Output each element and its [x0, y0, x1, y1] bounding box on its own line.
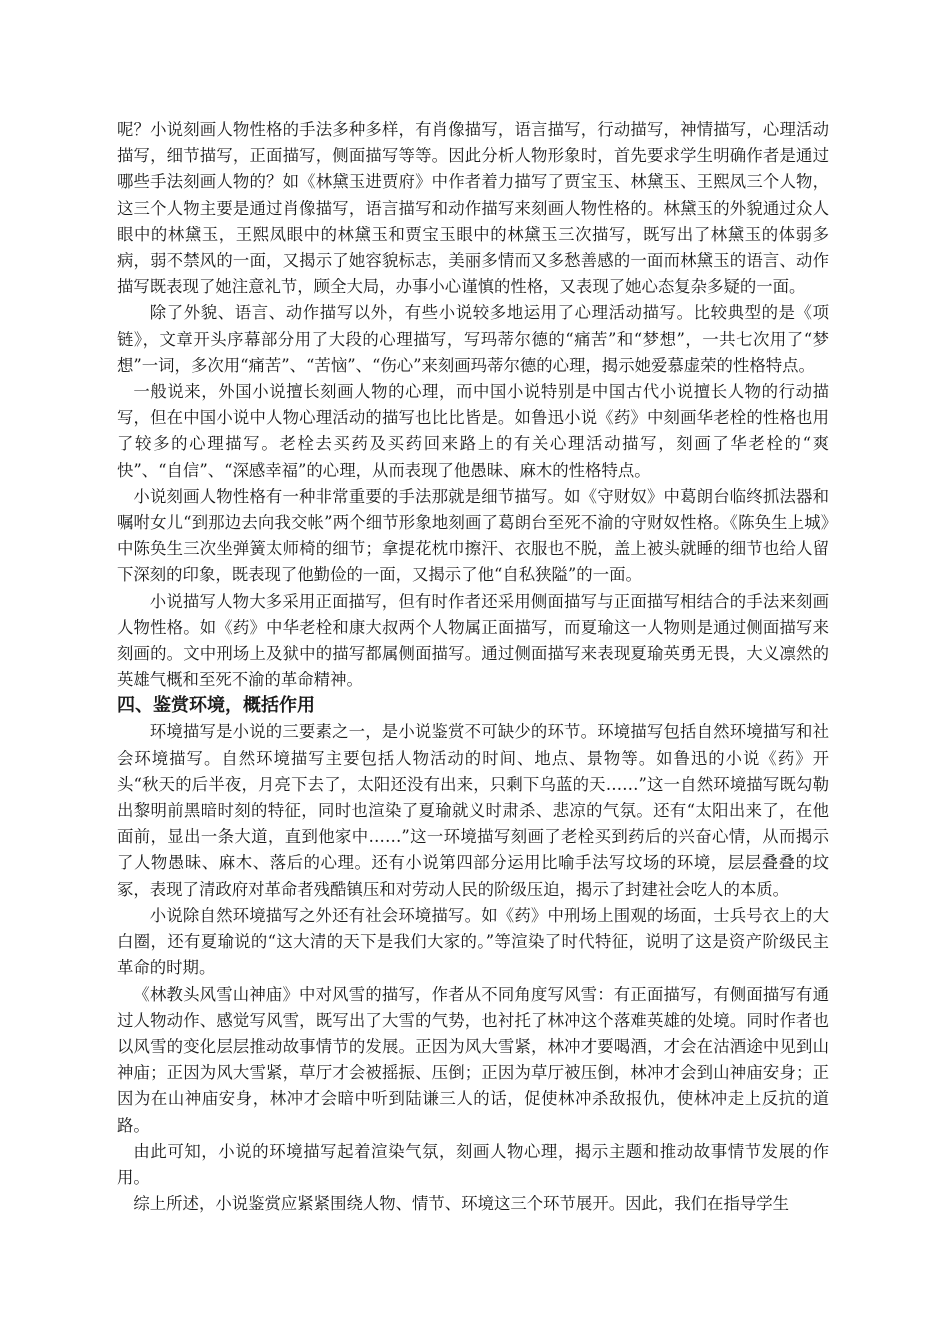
paragraph-social-environment: 小说除自然环境描写之外还有社会环境描写。如《药》中刑场上围观的场面，士兵号衣上的大白圈，还有夏瑜说的“这大清的天下是我们大家的。”等渲染了时代特征，说明了这是资产阶级民主革命的时期。 [117, 905, 829, 978]
paragraph-side-description: 小说描写人物大多采用正面描写，但有时作者还采用侧面描写与正面描写相结合的手法来刻画人物性格。如《药》中华老栓和康大叔两个人物属正面描写，而夏瑜这一人物则是通过侧面描写来刻画的。文中刑场上及狱中的描写都属侧面描写。通过侧面描写来表现夏瑜英勇无畏，大义凛然的英雄气概和至死不渝的革命精神。 [117, 591, 829, 690]
paragraph-psychology: 除了外貌、语言、动作描写以外，有些小说较多地运用了心理活动描写。比较典型的是《项链》，文章开头序幕部分用了大段的心理描写，写玛蒂尔德的“痛苦”和“梦想”，一共七次用了“梦想”一词，多次用“痛苦”、“苦恼”、“伤心”来刻画玛蒂尔德的心理，揭示她爱慕虚荣的性格特点。 [117, 303, 829, 375]
document-page [117, 117, 829, 1217]
paragraph-snow-description: 《林教头风雪山神庙》中对风雪的描写，作者从不同角度写风雪：有正面描写，有侧面描写有通过人物动作、感觉写风雪，既写出了大雪的气势，也衬托了林冲这个落难英雄的处境。同时作者也以风雪的变化层层推动故事情节的发展。正因为风大雪紧，林冲才要喝酒，才会在沽酒途中见到山神庙；正因为风大雪紧，草厅才会被摇振、压倒；正因为草厅被压倒，林冲才会到山神庙安身；正因为在山神庙安身，林冲才会暗中听到陆谦三人的话，促使林冲杀敌报仇，使林冲走上反抗的道路。 [117, 984, 829, 1135]
paragraph-foreign-vs-chinese: 一般说来，外国小说擅长刻画人物的心理，而中国小说特别是中国古代小说擅长人物的行动描写，但在中国小说中人物心理活动的描写也比比皆是。如鲁迅小说《药》中刻画华老栓的性格也用了较多的心理描写。老栓去买药及买药回来路上的有关心理活动描写，刻画了华老栓的“爽快”、“自信”、“深感幸福”的心理，从而表现了他愚昧、麻木的性格特点。 [117, 382, 829, 480]
paragraph-conclusion: 由此可知，小说的环境描写起着渲染气氛，刻画人物心理，揭示主题和推动故事情节发展的作用。 [117, 1141, 829, 1187]
paragraph-detail-description: 小说刻画人物性格有一种非常重要的手法那就是细节描写。如《守财奴》中葛朗台临终抓法器和嘱咐女儿“到那边去向我交帐”两个细节形象地刻画了葛朗台至死不渝的守财奴性格。《陈奂生上城》中陈奂生三次坐弹簧太师椅的细节；拿提花枕巾擦汗、衣服也不脱，盖上被头就睡的细节也给人留下深刻的印象，既表现了他勤俭的一面，又揭示了他“自私狭隘”的一面。 [117, 486, 829, 585]
paragraph-character-methods: 呢？小说刻画人物性格的手法多种多样，有肖像描写，语言描写，行动描写，神情描写，心理活动描写，细节描写，正面描写，侧面描写等等。因此分析人物形象时，首先要求学生明确作者是通过哪些手法刻画人物的？如《林黛玉进贾府》中作者着力描写了贾宝玉、林黛玉、王熙凤三个人物，这三个人物主要是通过肖像描写，语言描写和动作描写来刻画人物性格的。林黛玉的外貌通过众人眼中的林黛玉，王熙凤眼中的林黛玉和贾宝玉眼中的林黛玉三次描写，既写出了林黛玉的体弱多病，弱不禁风的一面，又揭示了她容貌标志，美丽多情而又多愁善感的一面而林黛玉的语言、动作描写既表现了她注意礼节，顾全大局，办事小心谨慎的性格，又表现了她心态复杂多疑的一面。 [117, 120, 829, 297]
section-heading: 四、鉴赏环境，概括作用 [117, 695, 315, 717]
paragraph-summary: 综上所述，小说鉴赏应紧紧围绕人物、情节、环境这三个环节展开。因此，我们在指导学生 [133, 1194, 790, 1214]
paragraph-environment: 环境描写是小说的三要素之一，是小说鉴赏不可缺少的环节。环境描写包括自然环境描写和社会环境描写。自然环境描写主要包括人物活动的时间、地点、景物等。如鲁迅的小说《药》开头“秋天的后半夜，月亮下去了，太阳还没有出来，只剩下乌蓝的天……”这一自然环境描写既勾勒出黎明前黑暗时刻的特征，同时也渲染了夏瑜就义时肃杀、悲凉的气氛。还有“太阳出来了，在他面前，显出一条大道，直到他家中……”这一环境描写刻画了老栓买到药后的兴奋心情，从而揭示了人物愚昧、麻木、落后的心理。还有小说第四部分运用比喻手法写坟场的环境，层层叠叠的坟冢，表现了清政府对革命者残酷镇压和对劳动人民的阶级压迫，揭示了封建社会吃人的本质。 [117, 722, 829, 899]
